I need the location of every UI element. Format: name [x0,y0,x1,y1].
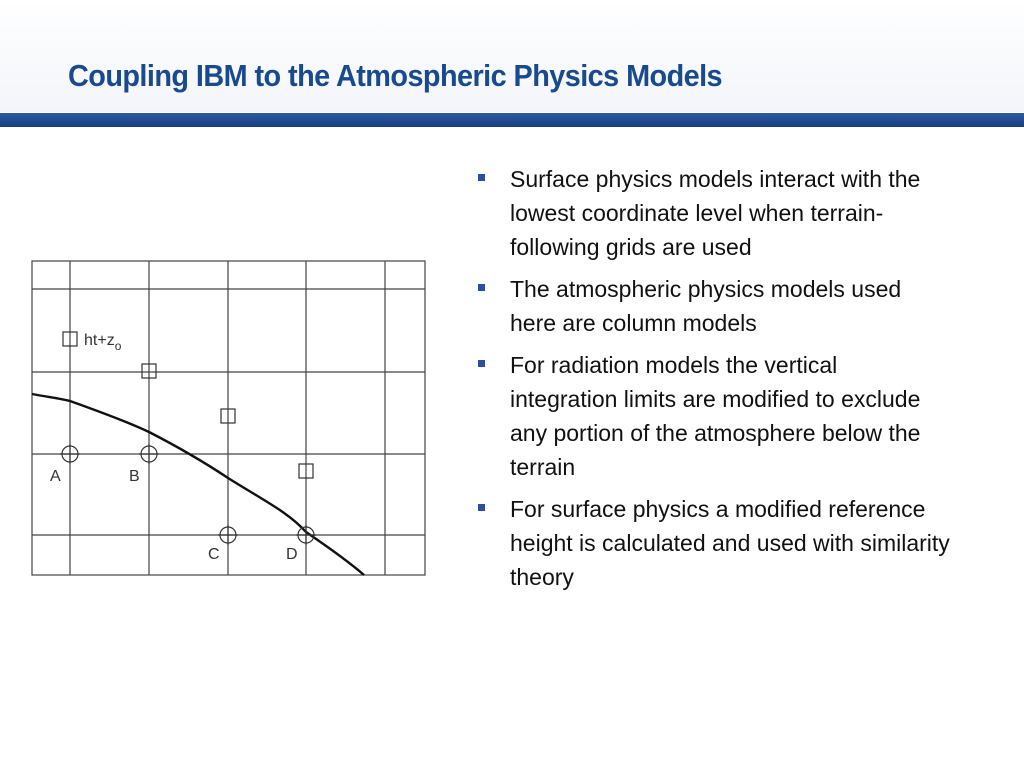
bullet-marker-icon [478,504,485,511]
bullet-text: The atmospheric physics models used here are column models [510,276,902,336]
bullet-item [470,272,950,340]
terrain-curve [32,394,364,575]
reference-height-label: $ht+z_o$ [84,332,122,353]
ibm-grid-diagram [28,256,430,580]
title-rule [0,113,1024,127]
grid-diagram-svg [28,256,430,580]
grid-point-marker-d [296,525,316,545]
bullet-item [470,492,950,594]
bullet-text: Surface physics models interact with the lowest coordinate level when terrain-following grids are used [510,166,921,260]
point-label-a: A [50,468,61,485]
bullet-marker-icon [478,284,485,291]
bullet-item [470,162,950,264]
point-label-b: B [129,468,140,485]
header-band [0,0,1024,112]
point-label-c: C [208,546,220,563]
point-label-d: D [286,546,298,563]
grid-point-marker-c [218,525,238,545]
bullet-list [470,162,950,602]
slide-title: Coupling IBM to the Atmospheric Physics Models [68,58,723,93]
bullet-marker-icon [478,174,485,181]
bullet-text: For radiation models the vertical integration limits are modified to exclude any portion of the atmosphere below the terrain [510,352,921,480]
grid-point-marker-a [60,444,80,464]
bullet-marker-icon [478,360,485,367]
bullet-item [470,348,950,484]
bullet-text: For surface physics a modified reference height is calculated and used with similarity theory [510,496,950,590]
grid-point-marker-b [139,444,159,464]
